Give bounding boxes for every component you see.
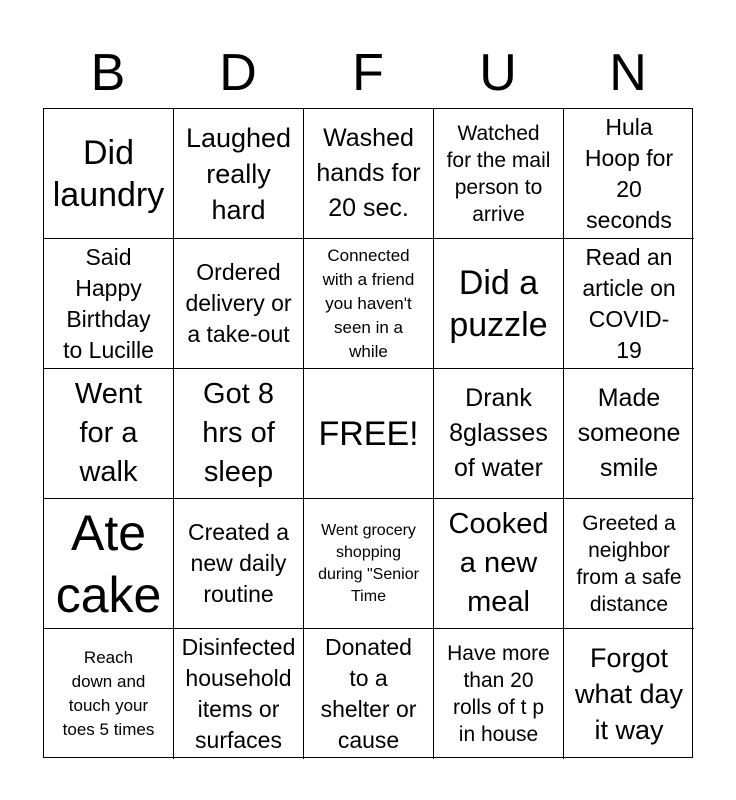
bingo-cell [174, 369, 304, 499]
bingo-cell [44, 109, 174, 239]
bingo-cell [44, 369, 174, 499]
bingo-cell [304, 109, 434, 239]
cell-text: Drank 8glasses of water [449, 384, 548, 482]
bingo-cell [434, 499, 564, 629]
cell-text: Created a new daily routine [187, 519, 289, 607]
cell-text: Said Happy Birthday to Lucille [63, 243, 154, 363]
cell-text: Did a puzzle [449, 263, 548, 344]
bingo-cell [564, 109, 694, 239]
cell-text: Washed hands for 20 sec. [316, 124, 421, 222]
bingo-cell [174, 239, 304, 369]
header-letter-u: U [479, 44, 517, 102]
cell-text: Reach down and touch your toes 5 times [62, 648, 155, 739]
cell-text: Went for a walk [74, 378, 143, 488]
cell-text: Read an article on COVID- 19 [582, 243, 676, 363]
bingo-cell [304, 499, 434, 629]
cell-text: Got 8 hrs of sleep [202, 378, 275, 488]
bingo-header [43, 38, 693, 108]
free-space [304, 369, 434, 499]
bingo-cell [434, 629, 564, 759]
bingo-cell [434, 369, 564, 499]
cell-text: FREE! [318, 414, 419, 453]
cell-text: Connected with a friend you haven't seen in a while [322, 245, 415, 361]
cell-text: Did laundry [52, 133, 165, 214]
cell-text: Made someone smile [577, 384, 681, 482]
cell-text: Disinfected household items or surfaces [181, 634, 296, 753]
cell-text: Went grocery shopping during "Senior Time [318, 521, 419, 605]
bingo-cell [44, 499, 174, 629]
cell-text: Ordered delivery or a take-out [185, 259, 292, 347]
cell-text: Hula Hoop for 20 seconds [584, 113, 674, 233]
bingo-cell [434, 239, 564, 369]
cell-text: Have more than 20 rolls of t p in house [447, 642, 550, 746]
cell-text: Ate cake [55, 504, 162, 623]
bingo-cell [564, 369, 694, 499]
bingo-cell [564, 629, 694, 759]
bingo-cell [564, 239, 694, 369]
header-letter-d: D [219, 44, 257, 102]
bingo-cell [44, 629, 174, 759]
header-letter-f: F [352, 44, 384, 102]
cell-text: Cooked a new meal [448, 508, 549, 618]
bingo-cell [174, 629, 304, 759]
bingo-cell [564, 499, 694, 629]
bingo-cell [174, 109, 304, 239]
bingo-cell [44, 239, 174, 369]
header-letter-b: B [90, 44, 126, 102]
cell-text: Forgot what day it way [574, 643, 684, 745]
bingo-cell [174, 499, 304, 629]
bingo-cell [434, 109, 564, 239]
cell-text: Laughed really hard [185, 122, 292, 225]
bingo-cell [304, 629, 434, 759]
cell-text: Watched for the mail person to arrive [446, 121, 551, 226]
bingo-cell [304, 239, 434, 369]
header-letter-n: N [609, 44, 647, 102]
cell-text: Greeted a neighbor from a safe distance [576, 511, 682, 616]
bingo-board [43, 108, 693, 758]
cell-text: Donated to a shelter or cause [320, 634, 417, 753]
